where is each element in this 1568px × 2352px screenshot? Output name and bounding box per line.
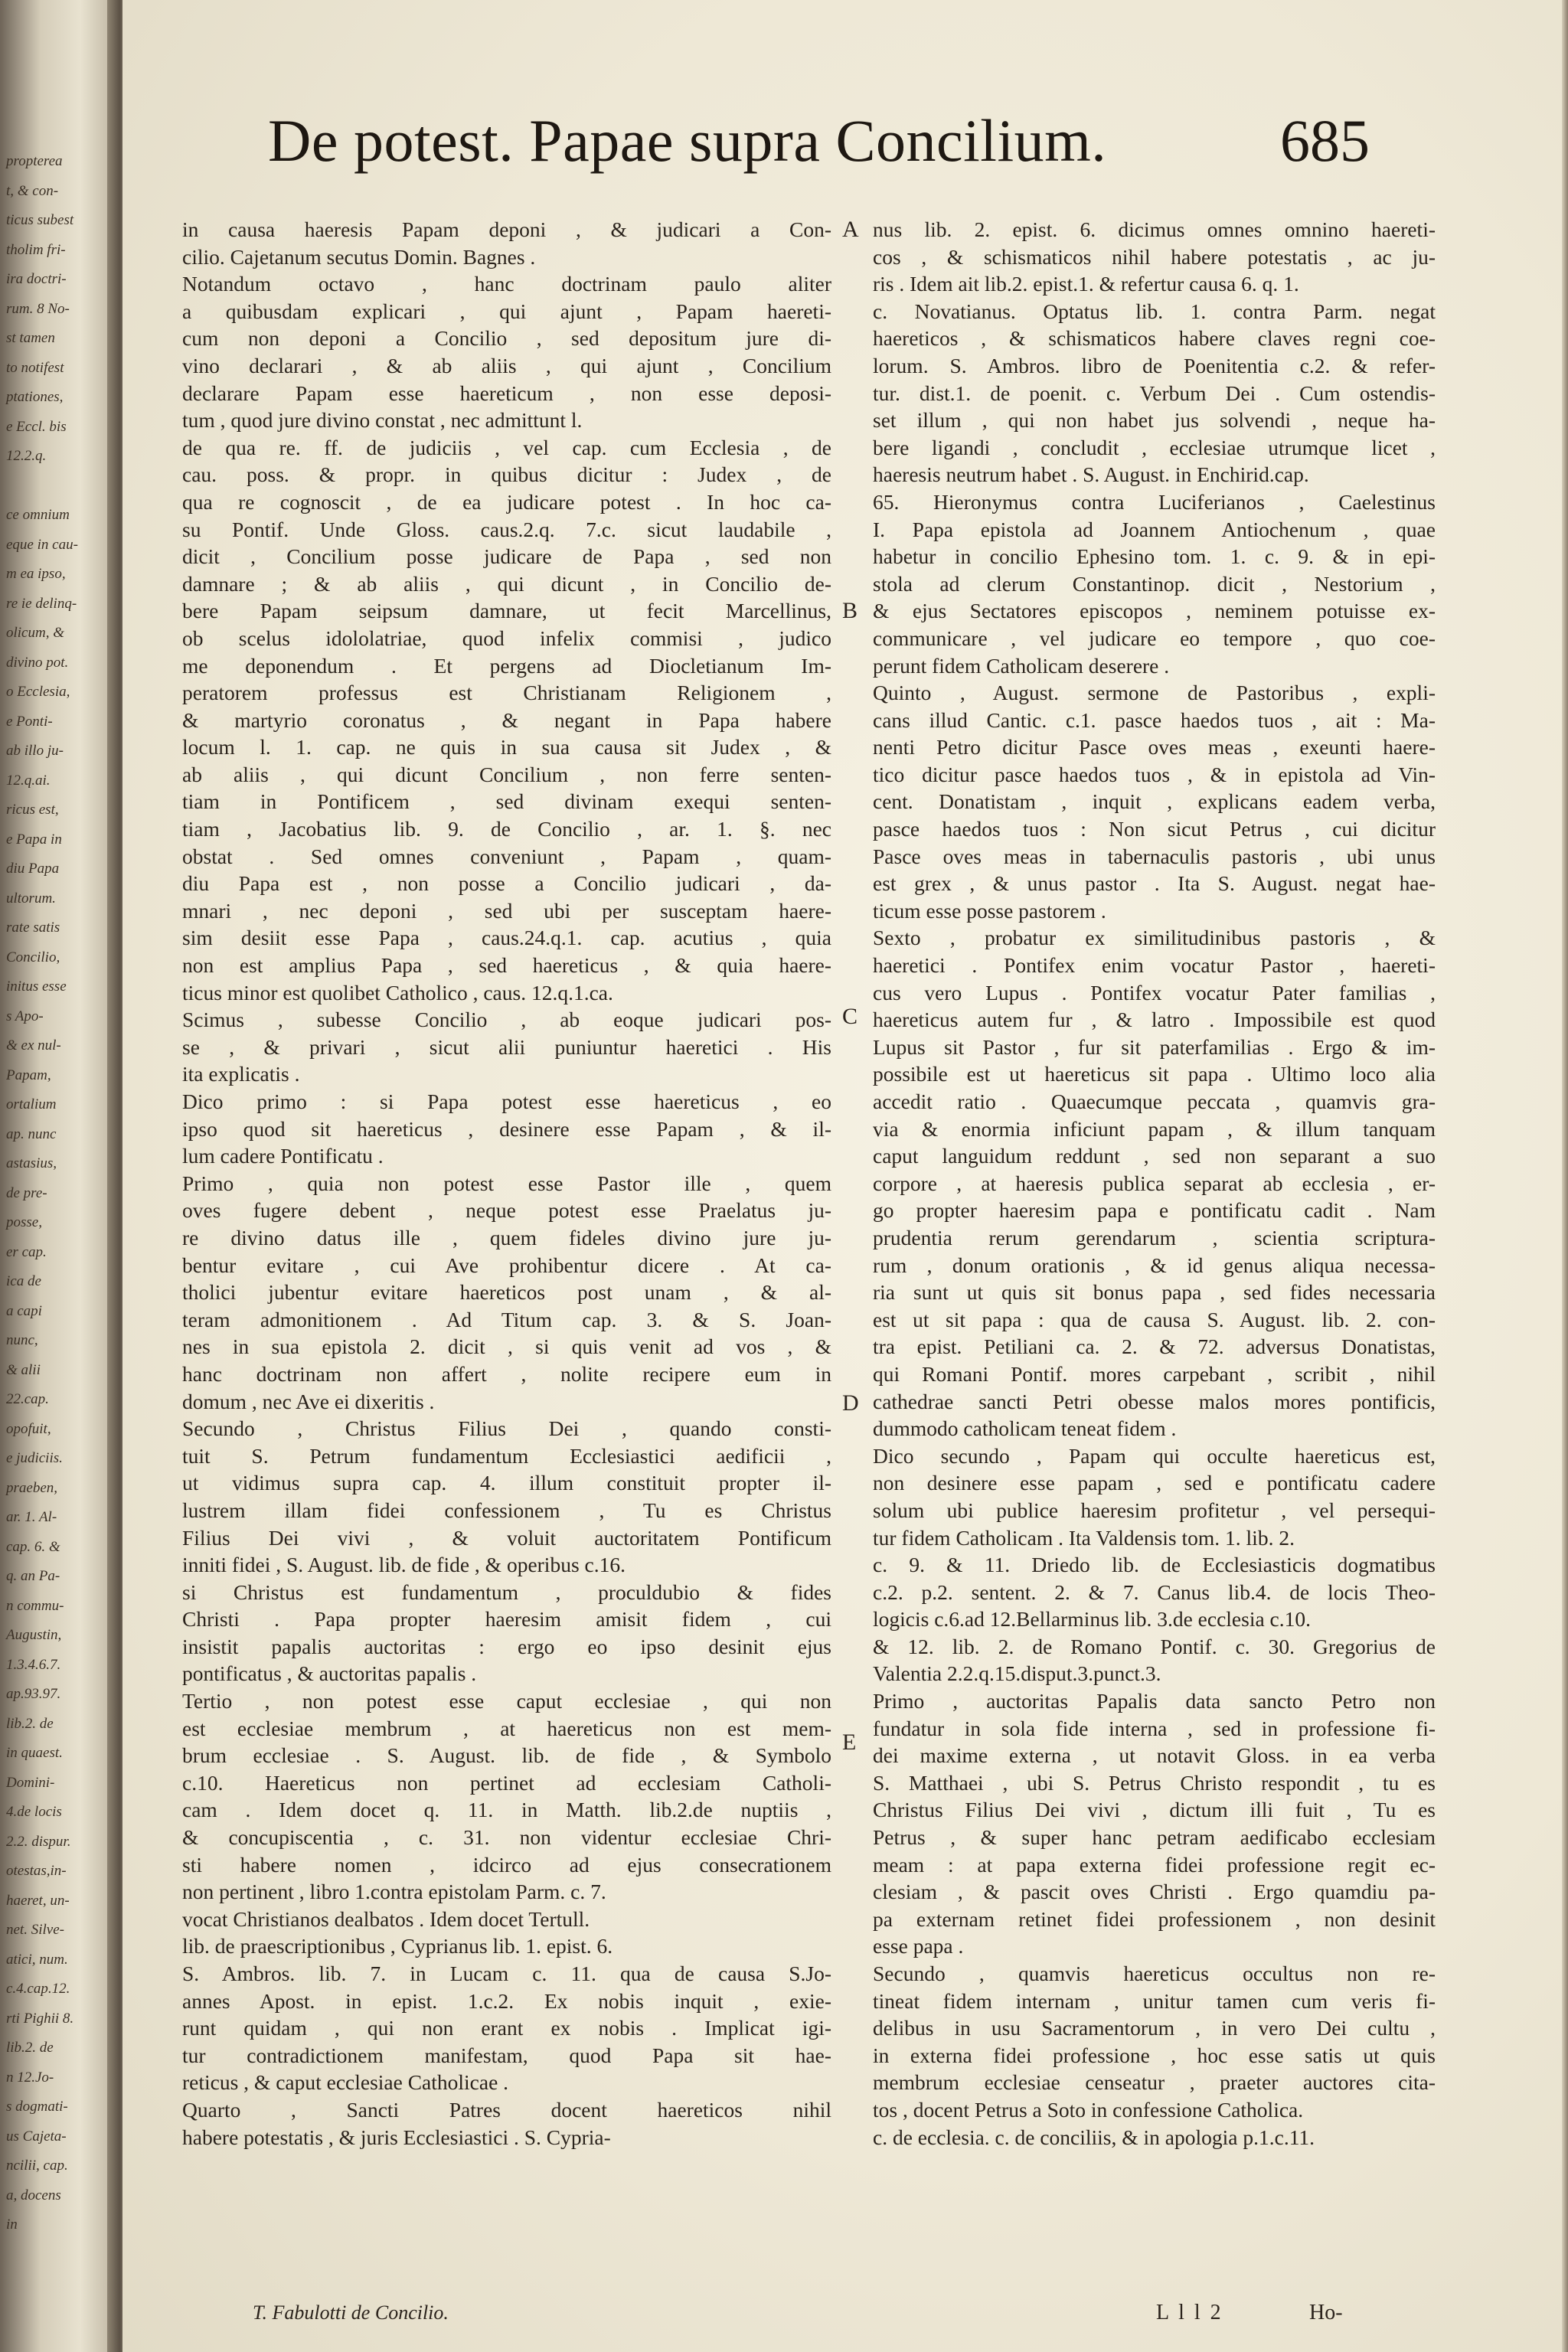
facing-page-fragment: atici, num. [6, 1951, 68, 1968]
right-column [873, 216, 1436, 2151]
right-column-line: delibus in usu Sacramentorum , in vero Dei cultu , [873, 2016, 1436, 2040]
left-column-line: me deponendum . Et pergens ad Diocletianum Im- [182, 653, 831, 678]
right-column-line: corpore , at haeresis publica separat ab ecclesia , er- [873, 1171, 1436, 1195]
facing-page-fragment: n commu- [6, 1597, 64, 1614]
left-column-line: damnare ; & ab aliis , qui dicunt , in Concilio de- [182, 571, 831, 596]
left-column-line: tur contradictionem manifestam, quod Papa sit hae- [182, 2043, 831, 2067]
right-column-line: possibile est ut haereticus sit papa . Ultimo loco alia [873, 1062, 1436, 1086]
right-column-line: rum , donum orationis , & id genus aliqua necessa- [873, 1253, 1436, 1277]
facing-page-edge [0, 0, 115, 2352]
left-column-line: pontificatus , & auctoritas papalis . [182, 1661, 477, 1686]
right-column-line: tur. dist.1. de poenit. c. Verbum Dei . Cum ostendis- [873, 381, 1436, 405]
facing-page-fragment: q. an Pa- [6, 1568, 60, 1584]
right-column-line: in externa fidei professione , hoc esse satis ut quis [873, 2043, 1436, 2067]
left-column-line: tiam in Pontificem , sed divinam exequi senten- [182, 789, 831, 814]
right-column-line: & 12. lib. 2. de Romano Pontif. c. 30. Gregorius de [873, 1634, 1436, 1658]
right-column-line: solum ubi publice haeresim profitetur , vel persequi- [873, 1498, 1436, 1522]
facing-page-fragment: 12.q.ai. [6, 772, 51, 789]
right-column-line: tur fidem Catholicam . Ita Valdensis tom. 1. lib. 2. [873, 1525, 1295, 1550]
left-column-line: qua re cognoscit , de ea judicare potest . In hoc ca- [182, 489, 831, 514]
facing-page-fragment: posse, [6, 1214, 42, 1230]
facing-page-fragment: e Papa in [6, 831, 62, 848]
right-column-line: tos , docent Petrus a Soto in confessione Catholica. [873, 2097, 1304, 2122]
right-column-line: bere ligandi , concludit , ecclesiae utrumque licet , [873, 435, 1436, 459]
right-column-line: esse papa . [873, 1934, 964, 1958]
left-column-line: oves fugere debent , neque potest esse Praelatus ju- [182, 1198, 831, 1223]
left-column-line: bere Papam seipsum damnare, ut fecit Marcellinus, [182, 599, 831, 623]
right-column-line: Pasce oves meas in tabernaculis pastoris , ubi unus [873, 844, 1436, 868]
right-column-line: est ut sit papa : qua de causa S. August. lib. 2. con- [873, 1307, 1436, 1331]
facing-page-fragment: ap. nunc [6, 1125, 57, 1142]
left-column-line: Notandum octavo , hanc doctrinam paulo aliter [182, 272, 831, 296]
right-column-line: membrum ecclesiae censeatur , praeter auctores cita- [873, 2070, 1436, 2095]
right-column-line: pa externam retinet fidei professionem , non desinit [873, 1906, 1436, 1931]
facing-page-fragment: to notifest [6, 359, 64, 376]
right-column-line: Christus Filius Dei vivi , dictum illi fuit , Tu es [873, 1798, 1436, 1822]
page-edge-shadow [1562, 0, 1568, 2352]
left-column-line: cum non deponi a Concilio , sed depositum jure di- [182, 326, 831, 351]
right-column-line: lorum. S. Ambros. libro de Poenitentia c.2. & refer- [873, 353, 1436, 377]
facing-page-fragment: c.4.cap.12. [6, 1981, 70, 1997]
right-column-line: Dico secundo , Papam qui occulte haereticus est, [873, 1443, 1436, 1468]
left-column-line: de qua re. ff. de judiciis , vel cap. cum Ecclesia , de [182, 435, 831, 459]
facing-page-fragment: a, docens [6, 2187, 61, 2203]
right-column-line: Quinto , August. sermone de Pastoribus , expli- [873, 681, 1436, 705]
facing-page-fragment: us Cajeta- [6, 2128, 67, 2145]
right-column-line: Primo , auctoritas Papalis data sancto Petro non [873, 1689, 1436, 1713]
left-column-line: est ecclesiae membrum , at haereticus non est mem- [182, 1716, 831, 1740]
facing-page-fragment: 22.cap. [6, 1391, 49, 1407]
right-column-line: c. Novatianus. Optatus lib. 1. contra Parm. negat [873, 299, 1436, 323]
left-column-line: lib. de praescriptionibus , Cyprianus lib. 1. epist. 6. [182, 1934, 613, 1958]
margin-letter-a: A [842, 217, 859, 242]
margin-letter-d: D [842, 1390, 859, 1416]
right-column-line: ticum esse posse pastorem . [873, 898, 1106, 923]
right-column-line: Sexto , probatur ex similitudinibus pastoris , & [873, 926, 1436, 950]
left-column-line: dicit , Concilium posse judicare de Papa , sed non [182, 544, 831, 569]
right-column-line: I. Papa epistola ad Joannem Antiochenum , quae [873, 517, 1436, 541]
facing-page-fragment: opofuit, [6, 1420, 51, 1437]
facing-page-fragment: nunc, [6, 1332, 38, 1348]
left-column-line: habere potestatis , & juris Ecclesiastici . S. Cypria- [182, 2125, 611, 2149]
right-column-line: Petrus , & super hanc petram aedificabo ecclesiam [873, 1825, 1436, 1850]
right-column-line: fundatur in sola fide interna , sed in professione fi- [873, 1716, 1436, 1740]
catchword: Ho- [1309, 2301, 1343, 2324]
left-column-line: runt quidam , qui non erant ex nobis . Implicat igi- [182, 2016, 831, 2040]
left-column-line: lum cadere Pontificatu . [182, 1144, 384, 1168]
facing-page-fragment: e judiciis. [6, 1450, 63, 1466]
left-column-line: non est amplius Papa , sed haereticus , & quia haere- [182, 953, 831, 978]
left-column-line: ut vidimus supra cap. 4. illum constituit propter il- [182, 1471, 831, 1495]
facing-page-fragment: rti Pighii 8. [6, 2010, 74, 2027]
facing-page-fragment: Domini- [6, 1774, 55, 1791]
left-column-line: ipso quod sit haereticus , desinere esse Papam , & il- [182, 1116, 831, 1141]
facing-page-fragment: Papam, [6, 1067, 51, 1083]
facing-page-fragment: in quaest. [6, 1745, 63, 1761]
facing-page-fragment: e Eccl. bis [6, 418, 67, 435]
facing-page-fragment: ica de [6, 1273, 41, 1289]
right-column-line: cus vero Lupus . Pontifex vocatur Pater familias , [873, 980, 1436, 1004]
left-column-line: sim desiit esse Papa , caus.24.q.1. cap. acutius , quia [182, 926, 831, 950]
left-column-line: diu Papa est , non posse a Concilio judicari , da- [182, 871, 831, 896]
right-column-line: stola ad clerum Constantinop. dicit , Nestorium , [873, 571, 1436, 596]
left-column-line: Scimus , subesse Concilio , ab eoque judicari pos- [182, 1008, 831, 1032]
left-column-line: inniti fidei , S. August. lib. de fide , & operibus c.16. [182, 1553, 626, 1577]
facing-page-fragment: ce omnium [6, 507, 70, 523]
facing-page-fragment: 12.2.q. [6, 448, 47, 464]
left-column-line: Tertio , non potest esse caput ecclesiae , qui non [182, 1689, 831, 1713]
left-column-line: cilio. Cajetanum secutus Domin. Bagnes . [182, 244, 536, 269]
facing-page-fragment: cap. 6. & [6, 1538, 60, 1555]
right-column-line: go propter haeresim papa e pontificatu cadit . Nam [873, 1198, 1436, 1223]
facing-page-fragment: Augustin, [6, 1627, 62, 1643]
left-column-line: si Christus est fundamentum , proculdubio & fides [182, 1579, 831, 1604]
right-column-line: Lupus sit Pastor , fur sit paterfamilias . Ergo & im- [873, 1034, 1436, 1059]
facing-page-fragment: praeben, [6, 1479, 58, 1496]
facing-page-fragment: ricus est, [6, 802, 59, 818]
facing-page-fragment: haeret, un- [6, 1892, 70, 1909]
left-column-line: c.10. Haereticus non pertinet ad ecclesiam Catholi- [182, 1770, 831, 1795]
left-column-line: non pertinent , libro 1.contra epistolam Parm. c. 7. [182, 1880, 606, 1904]
right-column-line: cos , & schismaticos nihil habere potestatis , ac ju- [873, 244, 1436, 269]
facing-page-fragment: ticus subest [6, 212, 74, 228]
facing-page-fragment: Concilio, [6, 949, 60, 965]
left-column-line: locum l. 1. cap. ne quis in sua causa sit Judex , & [182, 735, 831, 760]
left-column-line: re divino datus ille , quem fideles divino jure ju- [182, 1225, 831, 1250]
left-column-line: ticus minor est quolibet Catholico , caus. 12.q.1.ca. [182, 980, 613, 1004]
facing-page-fragment: er cap. [6, 1243, 47, 1260]
left-column-line: tholici jubentur evitare haereticos post unam , & al- [182, 1280, 831, 1305]
facing-page-fragment: n 12.Jo- [6, 2069, 54, 2086]
left-column-line: a quibusdam explicari , qui ajunt , Papam haereti- [182, 299, 831, 323]
left-column-line: Dico primo : si Papa potest esse haereticus , eo [182, 1089, 831, 1113]
facing-page-fragment: 1.3.4.6.7. [6, 1656, 61, 1673]
left-column-line: cam . Idem docet q. 11. in Matth. lib.2.de nuptiis , [182, 1798, 831, 1822]
right-column-line: Valentia 2.2.q.15.disput.3.punct.3. [873, 1661, 1161, 1686]
facing-page-fragment: s dogmati- [6, 2099, 68, 2115]
right-column-line: haeretici . Pontifex enim vocatur Pastor , haereti- [873, 953, 1436, 978]
left-column-line: in causa haeresis Papam deponi , & judicari a Con- [182, 217, 831, 241]
facing-page-fragment: diu Papa [6, 861, 60, 877]
left-column-line: teram admonitionem . Ad Titum cap. 3. & S. Joan- [182, 1307, 831, 1331]
facing-page-fragment: a capi [6, 1302, 42, 1319]
facing-page-fragment: st tamen [6, 330, 55, 346]
right-column-line: tico dicitur pasce haedos tuos , & in epistola ad Vin- [873, 762, 1436, 786]
facing-page-fragment: m ea ipso, [6, 566, 66, 582]
right-column-line: habetur in concilio Ephesino tom. 1. c. 9. & in epi- [873, 544, 1436, 569]
left-column-line: obstat . Sed omnes conveniunt , Papam , quam- [182, 844, 831, 868]
right-column-line: dummodo catholicam teneat fidem . [873, 1416, 1177, 1441]
left-column-line: cau. poss. & propr. in quibus dicitur : Judex , de [182, 462, 831, 487]
right-column-line: nenti Petro dicitur Pasce oves meas , exeunti haere- [873, 735, 1436, 760]
right-column-line: non desinere esse papam , sed e pontificatu cadere [873, 1471, 1436, 1495]
left-column-line: Filius Dei vivi , & voluit auctoritatem Pontificum [182, 1525, 831, 1550]
left-column-line: peratorem professus est Christianam Religionem , [182, 681, 831, 705]
facing-page-fragment: net. Silve- [6, 1922, 64, 1938]
facing-page-fragment: s Apo- [6, 1008, 44, 1024]
right-column-line: c. de ecclesia. c. de conciliis, & in apologia p.1.c.11. [873, 2125, 1315, 2149]
facing-page-fragment: ira doctri- [6, 271, 67, 287]
left-column-line: tiam , Jacobatius lib. 9. de Concilio , ar. 1. §. nec [182, 817, 831, 841]
facing-page-fragment: 2.2. dispur. [6, 1833, 71, 1850]
left-column-line: lustrem illam fidei confessionem , Tu es Christus [182, 1498, 831, 1522]
right-column-line: clesiam , & pascit oves Christi . Ergo quamdiu pa- [873, 1880, 1436, 1904]
facing-page-fragment: e Ponti- [6, 713, 53, 730]
left-column [182, 216, 831, 2151]
facing-page-fragment: ncilii, cap. [6, 2158, 68, 2174]
facing-page-fragment: rate satis [6, 920, 60, 936]
left-column-line: S. Ambros. lib. 7. in Lucam c. 11. qua de causa S.Jo- [182, 1962, 831, 1985]
left-column-line: tum , quod jure divino constat , nec admittunt l. [182, 408, 583, 433]
right-column-line: nus lib. 2. epist. 6. dicimus omnes omnino haereti- [873, 217, 1436, 241]
left-column-line: annes Apost. in epist. 1.c.2. Ex nobis inquit , exie- [182, 1988, 831, 2013]
margin-letter-c: C [842, 1004, 858, 1029]
facing-page-fragment: initus esse [6, 978, 67, 995]
facing-page-fragment: propterea [6, 153, 63, 169]
left-column-line: declarare Papam esse haereticum , non esse deposi- [182, 381, 831, 405]
right-column-line: haereticos , & schismaticos habere claves regni coe- [873, 326, 1436, 351]
margin-letter-e: E [842, 1730, 857, 1755]
left-column-line: Christi . Papa propter haeresim amisit fidem , cui [182, 1607, 831, 1632]
right-column-line: tra epist. Petiliani ca. 2. & 72. adversus Donatistas, [873, 1334, 1436, 1359]
right-column-line: 65. Hieronymus contra Luciferianos , Caelestinus [873, 489, 1436, 514]
facing-page-fragment: ptationes, [6, 389, 64, 405]
right-column-line: logicis c.6.ad 12.Bellarminus lib. 3.de ecclesia c.10. [873, 1607, 1311, 1632]
left-column-line: Quarto , Sancti Patres docent haereticos nihil [182, 2097, 831, 2122]
facing-page-fragment: re ie delinq- [6, 595, 77, 612]
left-column-line: ab aliis , qui dicunt Concilium , non ferre senten- [182, 762, 831, 786]
left-column-line: ita explicatis . [182, 1062, 300, 1086]
right-column-line: meam : at papa externa fidei professione regit ec- [873, 1852, 1436, 1877]
right-column-line: prudentia rerum gerendarum , scientia scriptura- [873, 1225, 1436, 1250]
right-column-line: & ejus Sectatores episcopos , neminem potuisse ex- [873, 599, 1436, 623]
left-column-line: sti habere nomen , idcirco ad ejus consecrationem [182, 1852, 831, 1877]
right-column-line: communicare , vel judicare eo tempore , quo coe- [873, 626, 1436, 650]
right-column-line: cans illud Cantic. c.1. pasce haedos tuos , ait : Ma- [873, 707, 1436, 732]
right-column-line: Secundo , quamvis haereticus occultus non re- [873, 1962, 1436, 1985]
left-column-line: su Pontif. Unde Gloss. caus.2.q. 7.c. sicut laudabile , [182, 517, 831, 541]
right-column-line: S. Matthaei , ubi S. Petrus Christo respondit , tu es [873, 1770, 1436, 1795]
left-column-line: insistit papalis auctoritas : ergo eo ipso desinit ejus [182, 1634, 831, 1658]
right-column-line: perunt fidem Catholicam deserere . [873, 653, 1170, 678]
facing-page-fragment: eque in cau- [6, 536, 78, 553]
right-column-line: set illum , qui non habet jus solvendi , neque ha- [873, 408, 1436, 433]
left-column-line: domum , nec Ave ei dixeritis . [182, 1389, 435, 1413]
right-column-line: haereticus autem fur , & latro . Impossibile est quod [873, 1008, 1436, 1032]
left-column-line: mnari , nec deponi , sed ubi per susceptam haere- [182, 898, 831, 923]
left-column-line: vino declarari , & ab aliis , qui ajunt , Concilium [182, 353, 831, 377]
right-column-line: pasce haedos tuos : Non sicut Petrus , cui dicitur [873, 817, 1436, 841]
right-column-line: cent. Donatistam , inquit , explicans eadem verba, [873, 789, 1436, 814]
facing-page-fragment: divino pot. [6, 654, 69, 671]
left-column-line: & martyrio coronatus , & negant in Papa habere [182, 707, 831, 732]
right-column-line: haeresis neutrum habet . S. August. in Enchirid.cap. [873, 462, 1309, 487]
facing-page-fragment: lib.2. de [6, 1715, 54, 1732]
facing-page-fragment: ap.93.97. [6, 1686, 61, 1702]
left-column-line: hanc doctrinam non affert , nolite recipere eum in [182, 1361, 831, 1386]
left-column-line: se , & privari , sicut alii puniuntur haeretici . His [182, 1034, 831, 1059]
facing-page-fragment: 4.de locis [6, 1804, 62, 1820]
facing-page-fragment: ultorum. [6, 890, 56, 906]
right-column-line: ris . Idem ait lib.2. epist.1. & refertur causa 6. q. 1. [873, 272, 1299, 296]
left-column-line: ob scelus idololatriae, quod infelix commisi , judico [182, 626, 831, 650]
left-column-line: vocat Christianos dealbatos . Idem docet Tertull. [182, 1906, 590, 1931]
left-column-line: & concupiscentia , c. 31. non videntur ecclesiae Chri- [182, 1825, 831, 1850]
facing-page-fragment: de pre- [6, 1184, 47, 1201]
right-column-line: ria sunt ut quis sit bonus papa , sed fides necessaria [873, 1280, 1436, 1305]
right-column-line: via & enormia inficiunt papam , & illum tanquam [873, 1116, 1436, 1141]
facing-page-fragment: in [6, 2216, 18, 2233]
facing-page-fragment: olicum, & [6, 625, 64, 641]
facing-page-fragment: & ex nul- [6, 1037, 61, 1054]
facing-page-fragment: t, & con- [6, 182, 59, 199]
facing-page-fragment: tholim fri- [6, 241, 66, 258]
left-column-line: Primo , quia non potest esse Pastor ille , quem [182, 1171, 831, 1195]
facing-page-fragment: otestas,in- [6, 1863, 67, 1879]
right-column-line: dei maxime externa , ut notavit Gloss. in ea verba [873, 1743, 1436, 1768]
facing-page-fragment: rum. 8 No- [6, 300, 70, 317]
page-number: 685 [1280, 107, 1370, 174]
right-column-line: c.2. p.2. sentent. 2. & 7. Canus lib.4. de locis Theo- [873, 1579, 1436, 1604]
footer-note: T. Fabulotti de Concilio. [253, 2301, 449, 2324]
left-column-line: tuit S. Petrum fundamentum Ecclesiastici aedificii , [182, 1443, 831, 1468]
facing-page-fragment: ar. 1. Al- [6, 1509, 57, 1525]
facing-page-fragment: lib.2. de [6, 2040, 54, 2056]
left-column-line: nes in sua epistola 2. dicit , si quis venit ad vos , & [182, 1334, 831, 1359]
running-head: De potest. Papae supra Concilium. [268, 107, 1107, 174]
facing-page-fragment: o Ecclesia, [6, 684, 70, 700]
facing-page-fragment: & alii [6, 1361, 41, 1378]
left-column-line: Secundo , Christus Filius Dei , quando consti- [182, 1416, 831, 1441]
right-column-line: tineat fidem internam , unitur tamen cum veris fi- [873, 1988, 1436, 2013]
right-column-line: c. 9. & 11. Driedo lib. de Ecclesiasticis dogmatibus [873, 1553, 1436, 1577]
left-column-line: brum ecclesiae . S. August. lib. de fide , & Symbolo [182, 1743, 831, 1768]
right-column-line: est grex , & unus pastor . Ita S. August. negat hae- [873, 871, 1436, 896]
right-column-line: qui Romani Pontif. mores carpebant , scribit , nihil [873, 1361, 1436, 1386]
right-column-line: accedit ratio . Quaecumque peccata , quamvis gra- [873, 1089, 1436, 1113]
facing-page-fragment: ortalium [6, 1096, 57, 1112]
margin-letter-b: B [842, 598, 858, 623]
right-column-line: cathedrae sancti Petri obesse malos mores pontificis, [873, 1389, 1436, 1413]
signature-mark: L l l 2 [1156, 2301, 1221, 2324]
left-column-line: reticus , & caput ecclesiae Catholicae . [182, 2070, 509, 2095]
facing-page-fragment: ab illo ju- [6, 743, 64, 759]
facing-page-fragment: astasius, [6, 1155, 57, 1171]
right-column-line: caput languidum reddunt , sed non separant a suo [873, 1144, 1436, 1168]
left-column-line: bentur evitare , cui Ave prohibentur dicere . At ca- [182, 1253, 831, 1277]
